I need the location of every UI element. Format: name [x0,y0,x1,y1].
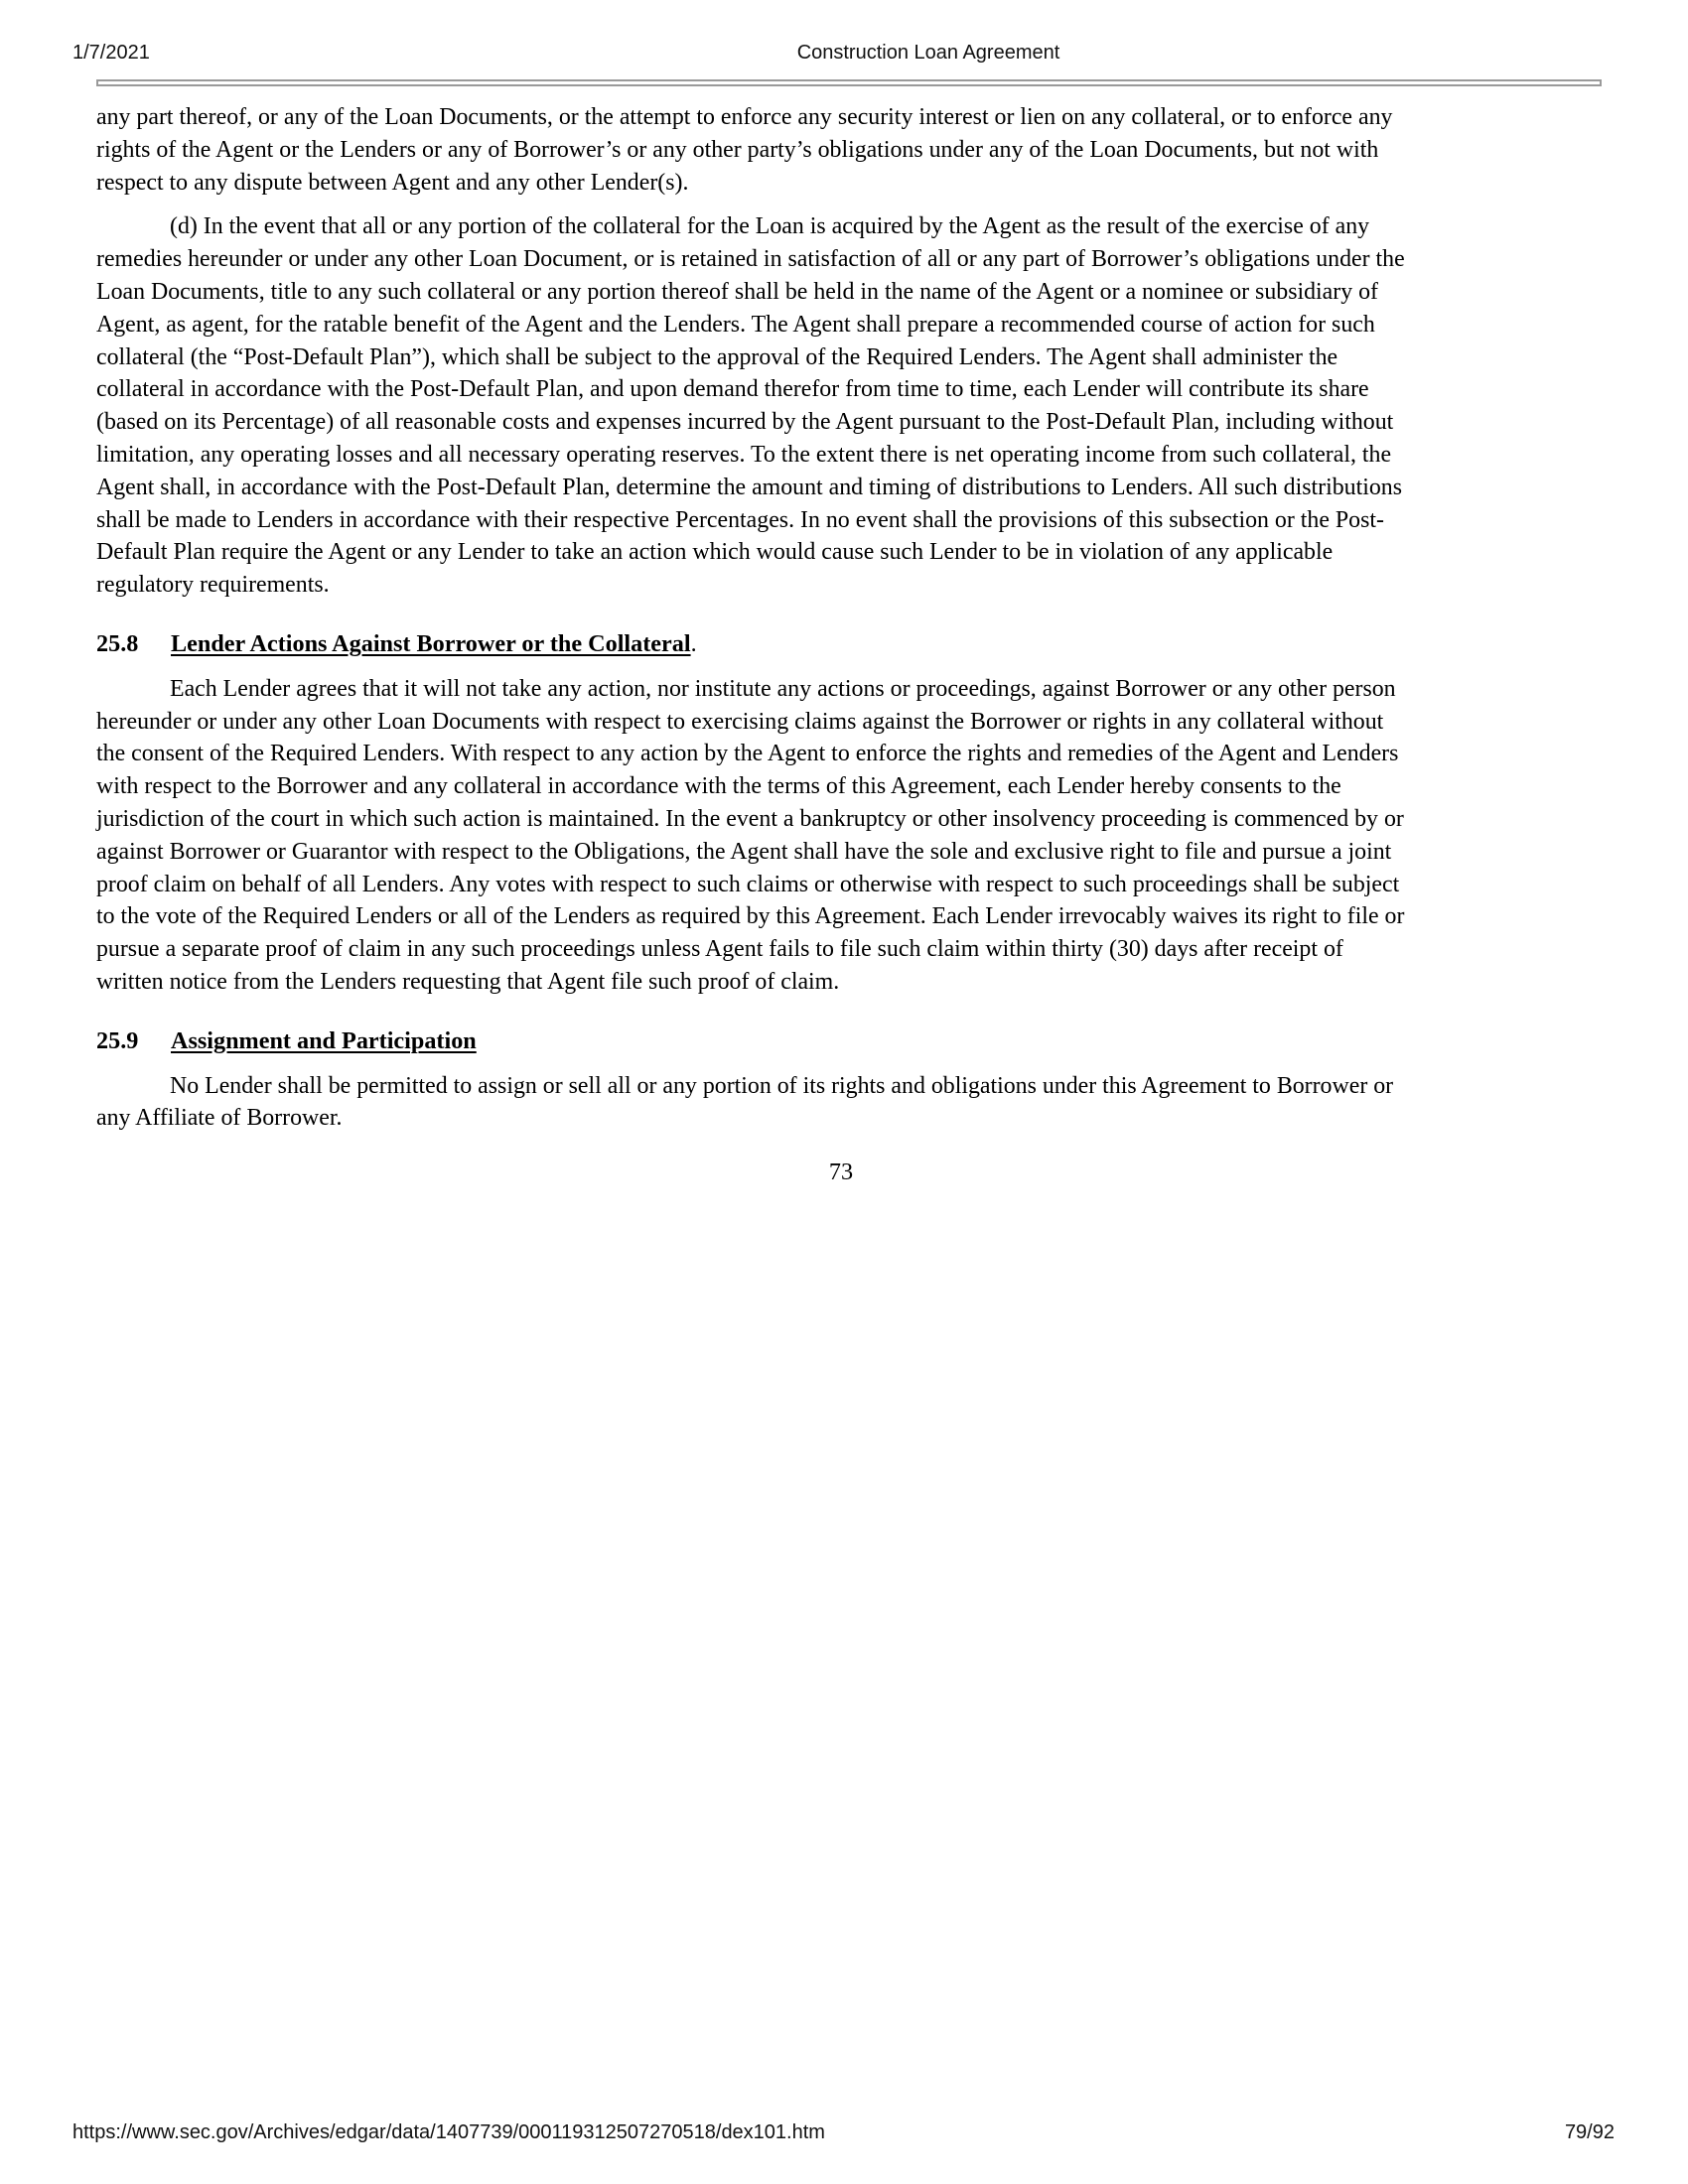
text-line: respect to any dispute between Agent and any other Lender(s). [96,168,689,196]
text-line: proof claim on behalf of all Lenders. Any votes with respect to such claims or otherwise with respect to such proceedings shall be subject [96,870,1400,897]
header-divider [96,79,1602,86]
text-line: the consent of the Required Lenders. With respect to any action by the Agent to enforce the rights and remedies of the Agent and Lenders [96,740,1399,767]
continuation-paragraph [96,101,1586,199]
text-line: jurisdiction of the court in which such action is maintained. In the event a bankruptcy or other insolvency proceeding is commenced by or [96,804,1404,832]
text-line: Loan Documents, title to any such collateral or any portion thereof shall be held in the name of the Agent or a nominee or subsidiary of [96,277,1379,305]
source-url: https://www.sec.gov/Archives/edgar/data/1407739/000119312507270518/dex101.htm [72,2121,825,2143]
section-title: Assignment and Participation [171,1026,477,1054]
print-date: 1/7/2021 [72,42,150,64]
section-title: Lender Actions Against Borrower or the Collateral [171,629,691,657]
section-heading-25-9 [96,1025,1586,1058]
page-counter: 79/92 [1564,2121,1615,2143]
document-title: Construction Loan Agreement [796,42,1060,64]
text-line: collateral (the “Post-Default Plan”), which shall be subject to the approval of the Required Lenders. The Agent shall administer the [96,342,1338,370]
text-line: (based on its Percentage) of all reasonable costs and expenses incurred by the Agent pursuant to the Post-Default Plan, including without [96,408,1394,436]
text-line: any Affiliate of Borrower. [96,1104,343,1132]
text-line: against Borrower or Guarantor with respect to the Obligations, the Agent shall have the sole and exclusive right to file and pursue a joint [96,837,1392,865]
text-line: Agent, as agent, for the ratable benefit of the Agent and the Lenders. The Agent shall prepare a recommended course of action for such [96,310,1375,338]
section-number: 25.8 [96,629,139,657]
text-line: remedies hereunder or under any other Loan Document, or is retained in satisfaction of all or any part of Borrower’s obligations under the [96,245,1405,273]
text-line: hereunder or under any other Loan Documents with respect to exercising claims against the Borrower or rights in any collateral without [96,707,1384,735]
document-body [96,101,1586,1189]
section-title-suffix: . [690,629,697,657]
section-heading-25-8 [96,628,1586,661]
text-line: pursue a separate proof of claim in any such proceedings unless Agent fails to file such claim within thirty (30) days after receipt of [96,935,1343,963]
section-25-9-paragraph [96,1070,1586,1136]
text-line: any part thereof, or any of the Loan Documents, or the attempt to enforce any security interest or lien on any collateral, or to enforce any [96,103,1393,130]
section-number: 25.9 [96,1026,139,1054]
text-line: Agent shall, in accordance with the Post-Default Plan, determine the amount and timing of distributions to Lenders. All such distributions [96,473,1402,500]
text-line: No Lender shall be permitted to assign or sell all or any portion of its rights and obligations under this Agreement to Borrower or [170,1071,1394,1099]
text-line: Each Lender agrees that it will not take any action, nor institute any actions or proceedings, against Borrower or any other person [170,674,1396,702]
text-line: limitation, any operating losses and all necessary operating reserves. To the extent there is net operating income from such collateral, the [96,440,1392,468]
paragraph-d [96,210,1586,602]
text-line: rights of the Agent or the Lenders or any of Borrower’s or any other party’s obligations under any of the Loan Documents, but not with [96,135,1379,163]
text-line: collateral in accordance with the Post-Default Plan, and upon demand therefor from time to time, each Lender will contribute its share [96,375,1369,403]
text-line: to the vote of the Required Lenders or all of the Lenders as required by this Agreement. Each Lender irrevocably waives its right to file or [96,902,1405,930]
text-line: (d) In the event that all or any portion of the collateral for the Loan is acquired by the Agent as the result of the exercise of any [170,212,1370,240]
section-25-8-paragraph [96,673,1586,999]
text-line: regulatory requirements. [96,571,330,599]
page-number: 73 [828,1159,854,1186]
text-line: with respect to the Borrower and any collateral in accordance with the terms of this Agreement, each Lender hereby consents to the [96,772,1341,800]
text-line: written notice from the Lenders requesting that Agent file such proof of claim. [96,967,840,995]
text-line: Default Plan require the Agent or any Lender to take an action which would cause such Lender to be in violation of any applicable [96,538,1334,566]
text-line: shall be made to Lenders in accordance with their respective Percentages. In no event shall the provisions of this subsection or the Post- [96,505,1384,533]
